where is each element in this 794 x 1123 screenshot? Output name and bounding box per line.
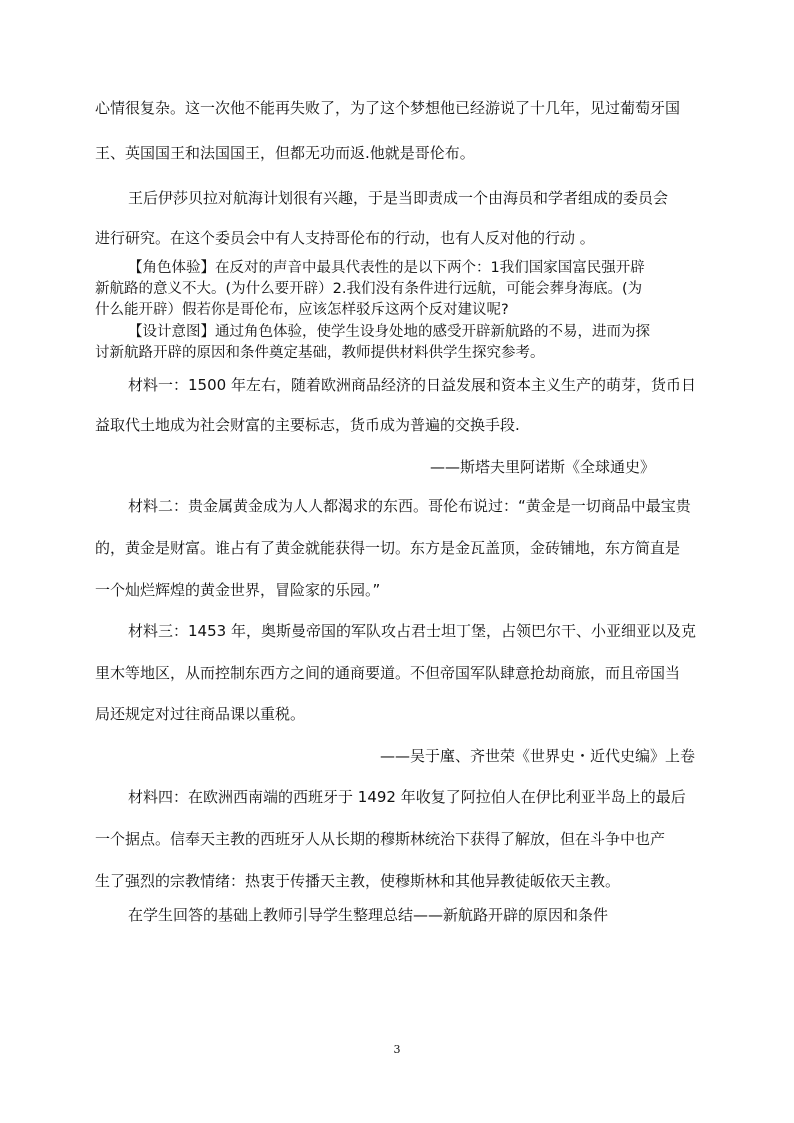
material-line: 材料一：1500 年左右，随着欧洲商品经济的日益发展和资本主义生产的萌芽，货币日 (128, 376, 696, 394)
summary-text: 在学生回答的基础上教师引导学生整理总结——新航路开辟的原因和条件 (128, 906, 609, 924)
material-line: 材料四：在欧洲西南端的西班牙于 1492 年收复了阿拉伯人在伊比利亚半岛上的最后 (128, 788, 686, 806)
body-text-line: 王、英国国王和法国国王，但都无功而返.他就是哥伦布。 (95, 144, 475, 162)
body-text-line: 王后伊莎贝拉对航海计划很有兴趣，于是当即责成一个由海员和学者组成的委员会 (128, 189, 669, 207)
role-play-line: 新航路的意义不大。(为什么要开辟）2.我们没有条件进行远航，可能会葬身海底。(为 (95, 281, 643, 297)
body-text-line: 心情很复杂。这一次他不能再失败了，为了这个梦想他已经游说了十几年，见过葡萄牙国 (95, 99, 681, 117)
page-number: 3 (393, 1043, 401, 1056)
material-line: 局还规定对过往商品课以重税。 (95, 705, 306, 723)
material-line: 的，黄金是财富。谁占有了黄金就能获得一切。东方是金瓦盖顶，金砖铺地，东方简直是 (95, 539, 681, 557)
material-line: 生了强烈的宗教情绪：热衷于传播天主教，使穆斯林和其他异教徒皈依天主教。 (95, 872, 621, 890)
body-text-line: 进行研究。在这个委员会中有人支持哥伦布的行动，也有人反对他的行动 。 (95, 229, 595, 247)
material-line: 一个据点。信奉天主教的西班牙人从长期的穆斯林统治下获得了解放，但在斗争中也产 (95, 830, 666, 848)
design-intent-line: 讨新航路开辟的原因和条件奠定基础，教师提供材料供学生探究参考。 (95, 345, 545, 361)
design-intent-line: 【设计意图】通过角色体验，使学生设身处地的感受开辟新航路的不易，进而为探 (128, 324, 650, 340)
material-source: ——吴于廑、齐世荣《世界史・近代史编》上卷 (379, 747, 695, 765)
material-line: 益取代土地成为社会财富的主要标志，货币成为普遍的交换手段. (95, 416, 520, 434)
material-line: 一个灿烂辉煌的黄金世界，冒险家的乐园。” (95, 581, 381, 599)
role-play-line: 【角色体验】在反对的声音中最具代表性的是以下两个：1我们国家国富民强开辟 (128, 260, 645, 276)
material-line: 材料三：1453 年，奥斯曼帝国的军队攻占君士坦丁堡，占领巴尔干、小亚细亚以及克 (128, 622, 696, 640)
material-source: ——斯塔夫里阿诺斯《全球通史》 (429, 458, 655, 476)
role-play-line: 什么能开辟）假若你是哥伦布，应该怎样驳斥这两个反对建议呢? (95, 302, 509, 318)
material-line: 里木等地区，从而控制东西方之间的通商要道。不但帝国军队肆意抢劫商旅，而且帝国当 (95, 664, 681, 682)
material-line: 材料二：贵金属黄金成为人人都渴求的东西。哥伦布说过：“黄金是一切商品中最宝贵 (128, 497, 691, 515)
